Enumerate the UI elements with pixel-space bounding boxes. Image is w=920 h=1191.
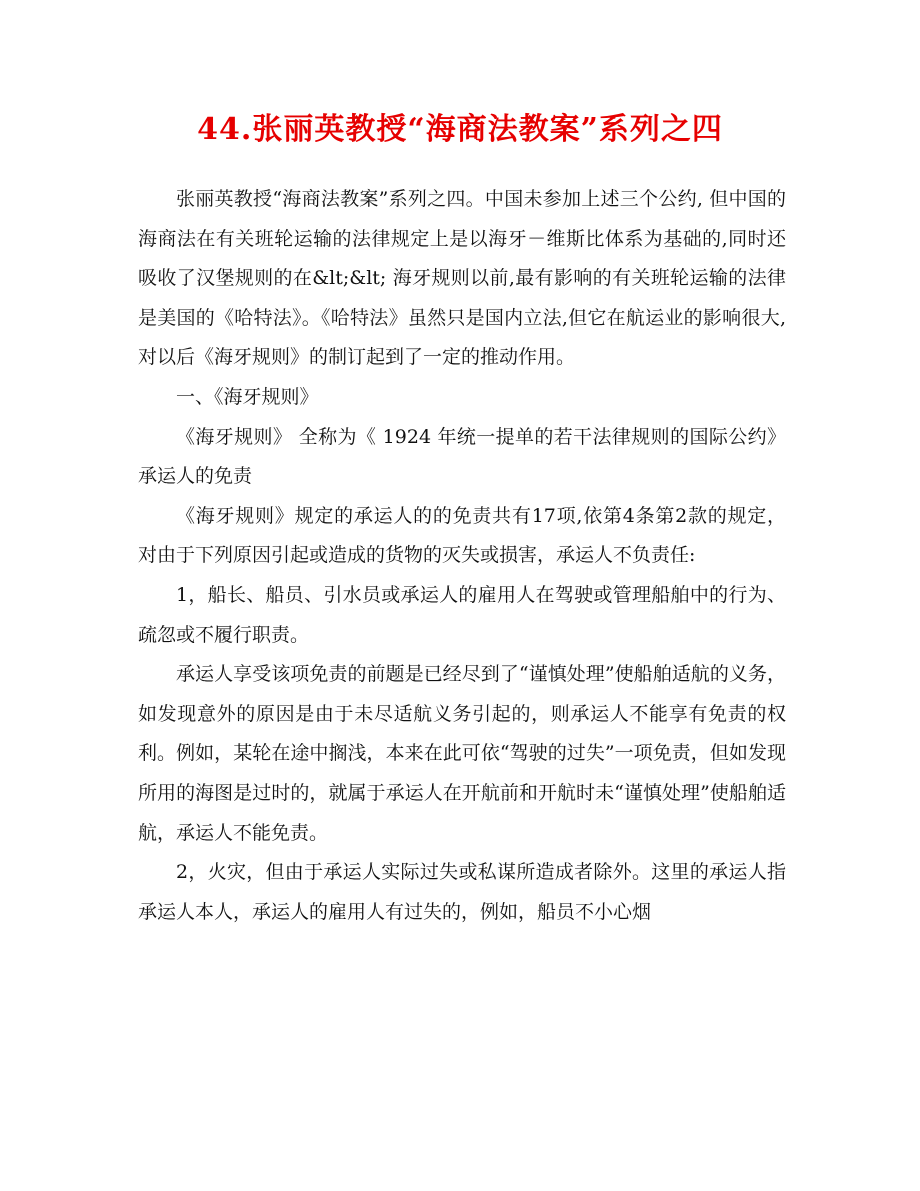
paragraph: 《海牙规则》 全称为《 1924 年统一提单的若干法律规则的国际公约》承运人的免责 [138,425,786,488]
list-item: 2，火灾，但由于承运人实际过失或私谋所造成者除外。这里的承运人指承运人本人，承运人的雇用人有过失的，例如，船员不小心烟 [138,861,786,923]
section-heading: 一、《海牙规则》 [176,385,319,408]
paragraph: 张丽英教授“海商法教案”系列之四。中国未参加上述三个公约, 但中国的海商法在有关班轮运输的法律规定上是以海牙－维斯比体系为基础的,同时还吸收了汉堡规则的在&lt;&lt; 海牙规则以前,最有影响的有关班轮运输的法律是美国的《哈特法》。《哈特法》虽然只是国内立法,但它在航运业的影响很大,对以后《海牙规则》的制订起到了一定的推动作用。 [138,188,786,369]
paragraph: 承运人享受该项免责的前题是已经尽到了“谨慎处理”使船舶适航的义务，如发现意外的原因是由于未尽适航义务引起的，则承运人不能享有免责的权利。例如，某轮在途中搁浅，本来在此可依“驾驶的过失”一项免责，但如发现所用的海图是过时的，就属于承运人在开航前和开航时未“谨慎处理”使船舶适航，承运人不能免责。 [138,663,786,844]
paragraph: 《海牙规则》规定的承运人的的免责共有17项,依第4条第2款的规定， 对由于下列原因引起或造成的货物的灭失或损害，承运人不负责任: [138,504,786,567]
document-body [138,180,786,932]
document-title: 44.张丽英教授“海商法教案”系列之四 [197,112,723,147]
list-item: 1，船长、船员、引水员或承运人的雇用人在驾驶或管理船舶中的行为、疏忽或不履行职责。 [138,583,786,646]
